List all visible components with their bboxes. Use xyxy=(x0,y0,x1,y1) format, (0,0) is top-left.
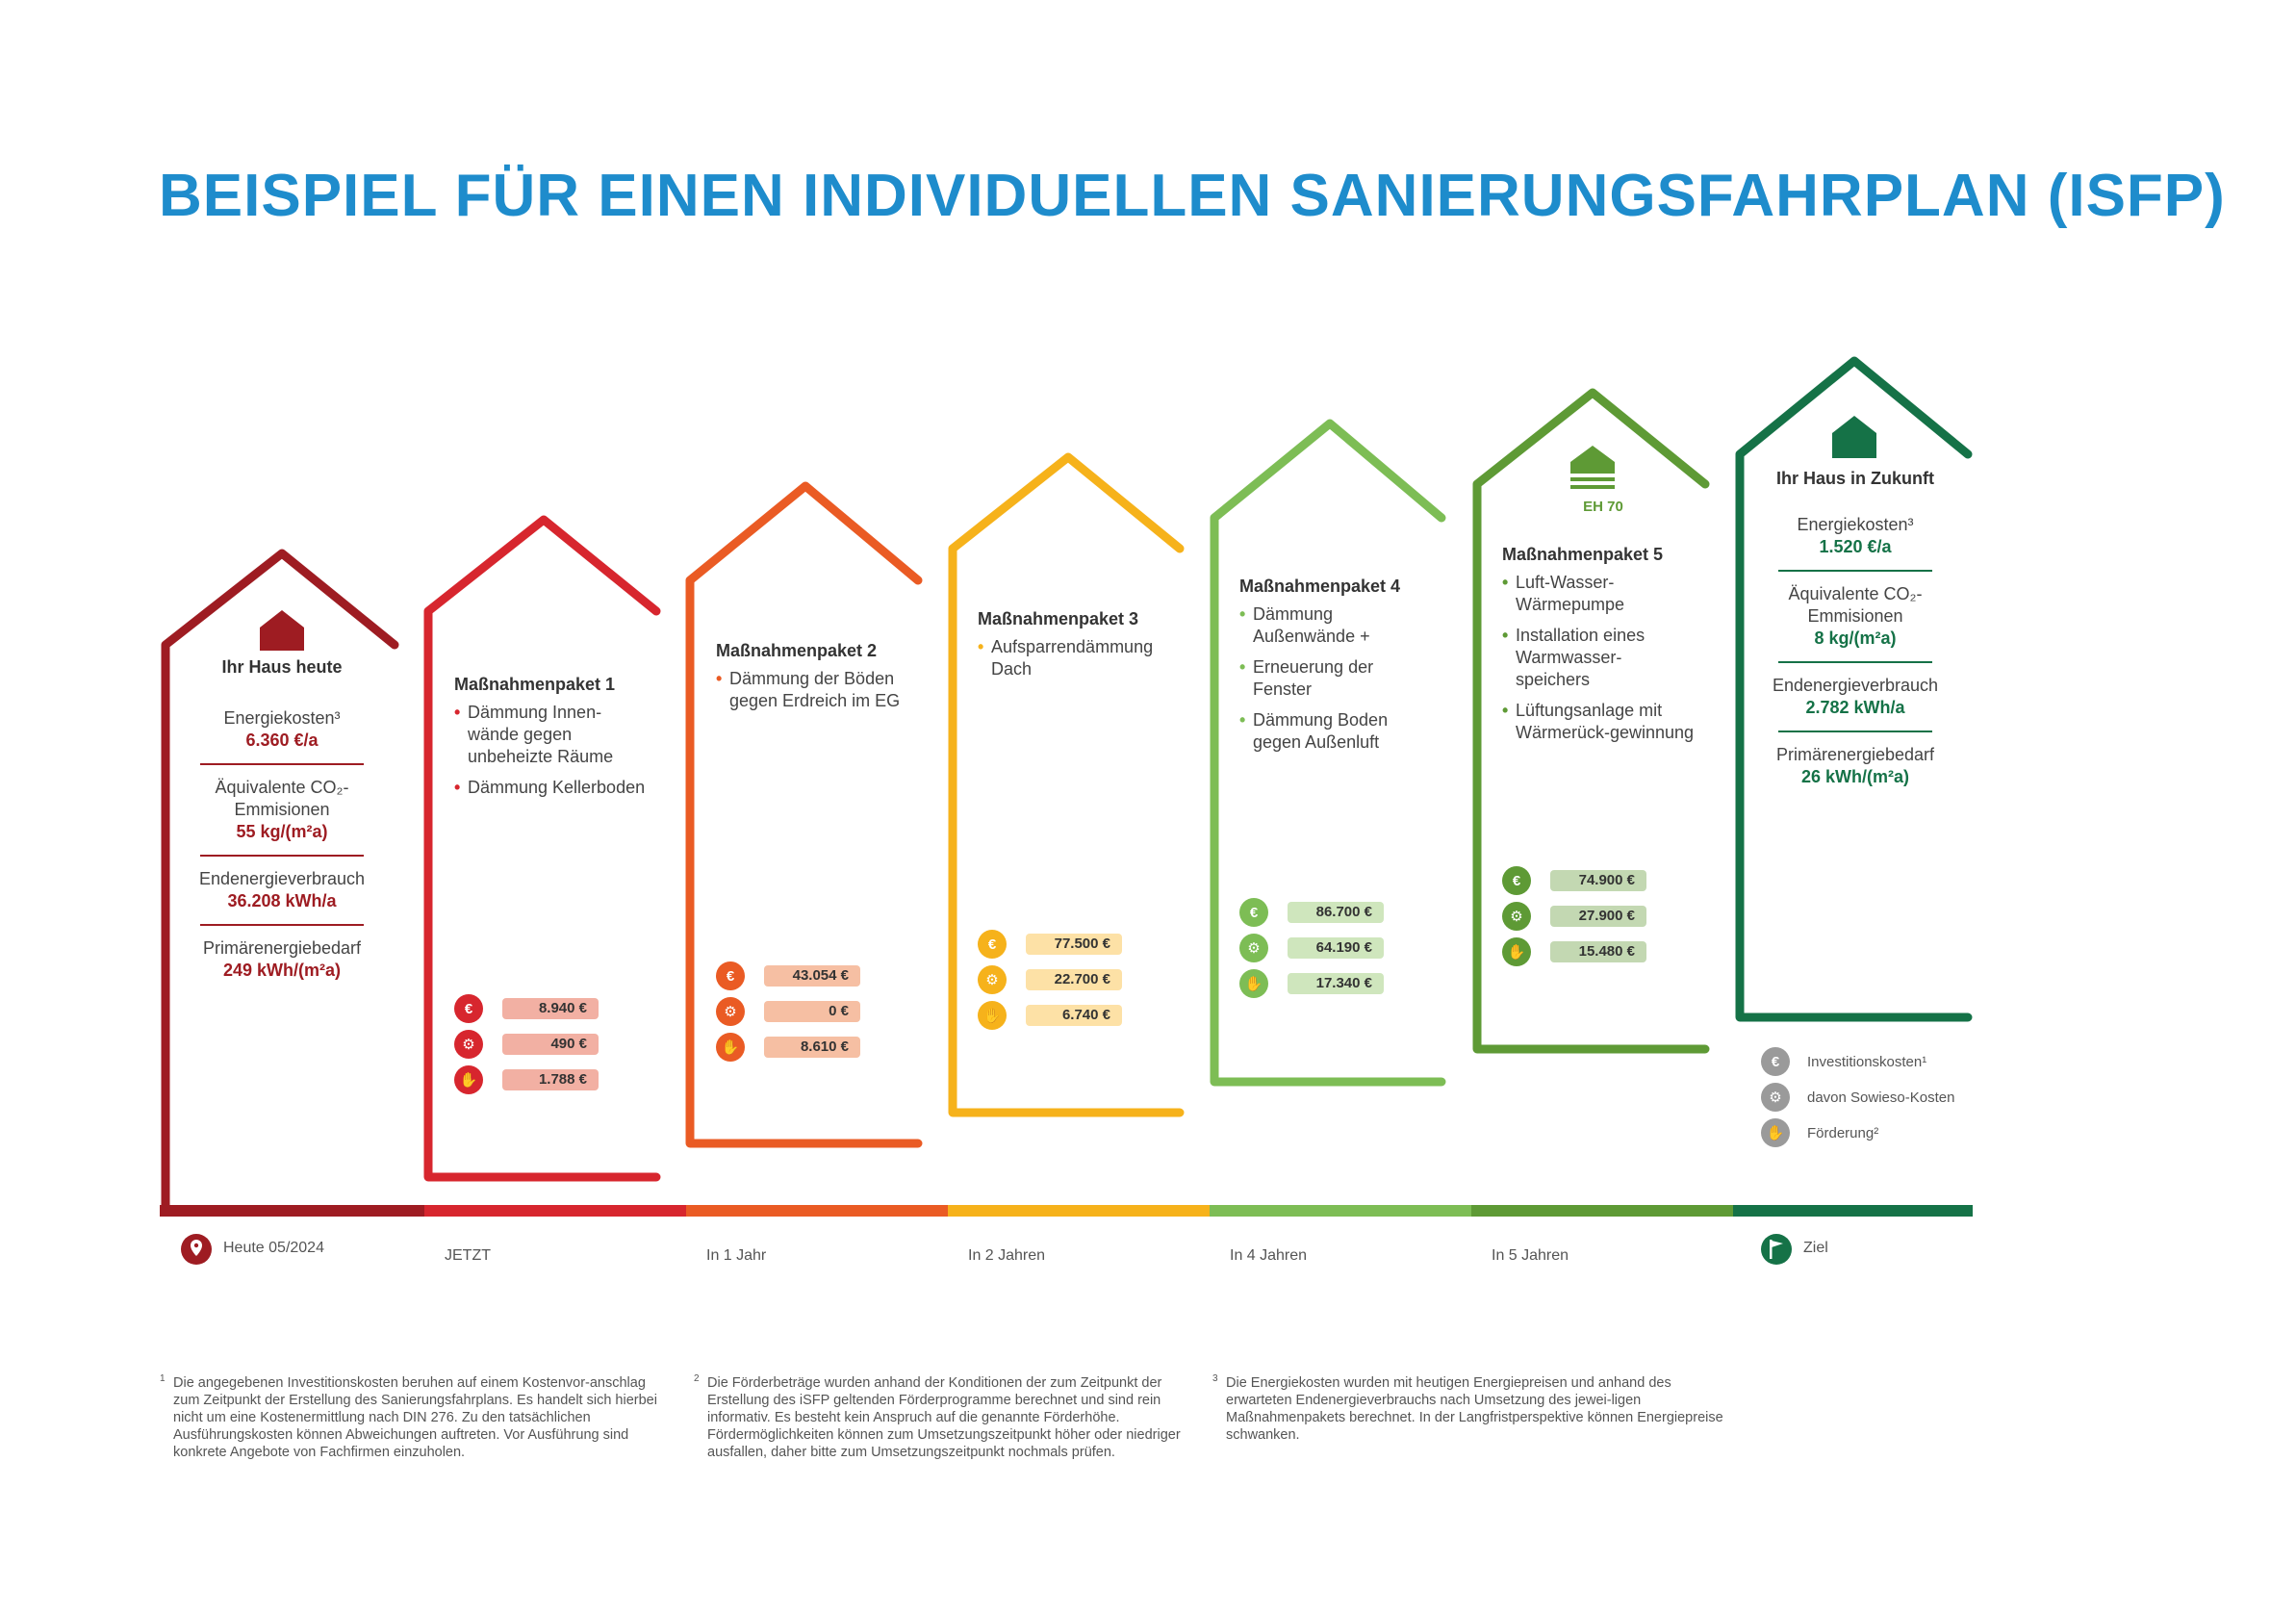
cost-row-funding xyxy=(454,1064,599,1095)
metric-label: Energiekosten³ xyxy=(223,708,341,728)
metric-value: 6.360 €/a xyxy=(245,731,319,750)
list-item: • Aufsparrendämmung Dach xyxy=(978,637,1154,679)
cost-value: 86.700 € xyxy=(1288,902,1384,923)
timeline-segment-1 xyxy=(424,1205,686,1217)
legend-label: davon Sowieso-Kosten xyxy=(1807,1089,1955,1106)
list-item: • Dämmung Kellerboden xyxy=(454,778,646,797)
metric-label: Äquivalente CO₂-Emmisionen xyxy=(1788,584,1923,626)
cost-value: 43.054 € xyxy=(764,965,860,987)
timeline-segment-future xyxy=(1733,1205,1973,1217)
investment-icon: € xyxy=(978,930,1007,959)
cost-value: 77.500 € xyxy=(1026,934,1122,955)
metric-label: Energiekosten³ xyxy=(1797,515,1914,534)
funding-icon: ✋ xyxy=(1502,937,1531,966)
sowieso-icon: ⚙ xyxy=(1239,934,1268,962)
package-1-panel xyxy=(454,674,647,808)
house-today-icon xyxy=(260,610,304,651)
package-heading: Maßnahmenpaket 4 xyxy=(1239,577,1401,596)
cost-row-sowieso xyxy=(1502,901,1646,932)
footnote-2 xyxy=(694,1373,1208,1461)
cost-row-investment xyxy=(1239,897,1384,928)
house-future-icon xyxy=(1832,416,1876,458)
location-pin-icon xyxy=(181,1234,212,1265)
package-heading: Maßnahmenpaket 5 xyxy=(1502,545,1664,564)
timeline-label-2-years: In 2 Jahren xyxy=(968,1247,1046,1264)
funding-icon: ✋ xyxy=(1761,1118,1790,1147)
cost-value: 1.788 € xyxy=(502,1069,599,1090)
metric-value: 8 kg/(m²a) xyxy=(1814,628,1897,648)
footnote-number: 1 xyxy=(160,1373,166,1384)
funding-icon: ✋ xyxy=(716,1033,745,1062)
metric-label: Primärenergiebedarf xyxy=(202,938,362,958)
legend-investment xyxy=(1761,1047,1926,1076)
sowieso-icon: ⚙ xyxy=(1502,902,1531,931)
timeline-label-jetzt: JETZT xyxy=(445,1247,491,1264)
list-item: • Dämmung Innen-wände gegen unbeheizte Räume xyxy=(454,703,614,766)
list-item: • Dämmung der Böden gegen Erdreich im EG xyxy=(716,669,901,710)
package-2-panel xyxy=(716,640,913,721)
list-item: • Installation eines Warmwasser-speichers xyxy=(1502,626,1645,689)
list-item: • Luft-Wasser-Wärmepumpe xyxy=(1502,573,1625,614)
divider xyxy=(200,855,364,857)
sowieso-icon: ⚙ xyxy=(1761,1083,1790,1112)
cost-row-sowieso xyxy=(716,996,860,1027)
cost-value: 74.900 € xyxy=(1550,870,1646,891)
cost-value: 8.610 € xyxy=(764,1037,860,1058)
cost-value: 64.190 € xyxy=(1288,937,1384,959)
house-today-heading: Ihr Haus heute xyxy=(221,657,343,677)
cost-value: 0 € xyxy=(764,1001,860,1022)
investment-icon: € xyxy=(1239,898,1268,927)
house-eh70-icon xyxy=(1570,446,1615,489)
package-4-panel xyxy=(1239,576,1437,762)
metric-value: 36.208 kWh/a xyxy=(227,891,337,910)
list-item: • Dämmung Außenwände + xyxy=(1239,604,1370,646)
metric-value: 26 kWh/(m²a) xyxy=(1800,767,1910,786)
cost-row-investment xyxy=(1502,865,1646,896)
cost-row-funding xyxy=(1502,936,1646,967)
footnote-text: Die Förderbeträge wurden anhand der Konditionen der zum Zeitpunkt der Erstellung des iSFP geltenden Förderprogramme berechnet und sind rein informativ. Es besteht kein Anspruch auf die genannte Förderhöhe. Fördermöglichkeiten können zum Umsetzungszeitpunkt höher oder niedriger ausfallen, daher bitte zum Umsetzungszeitpunkt nochmals prüfen. xyxy=(707,1375,1181,1460)
metric-value: 249 kWh/(m²a) xyxy=(222,961,342,980)
flag-icon xyxy=(1761,1234,1792,1265)
house-today-panel xyxy=(171,656,393,982)
timeline-label-5-years: In 5 Jahren xyxy=(1492,1247,1569,1264)
cost-value: 8.940 € xyxy=(502,998,599,1019)
metric-value: 55 kg/(m²a) xyxy=(236,822,328,841)
list-item: • Dämmung Boden gegen Außenluft xyxy=(1239,710,1389,752)
list-item: • Erneuerung der Fenster xyxy=(1239,657,1374,699)
package-3-panel xyxy=(978,608,1175,689)
legend-label: Investitionskosten¹ xyxy=(1807,1053,1927,1070)
footnote-text: Die angegebenen Investitionskosten beruhen auf einem Kostenvor-anschlag zum Zeitpunkt der Erstellung des Sanierungsfahrplans. Es handelt sich hierbei nicht um eine Kostenermittlung nach DIN 276. Zu den tatsächlichen Ausführungskosten können Abweichungen auftreten. Vor Ausführung sind konkrete Angebote von Fachfirmen einzuholen. xyxy=(173,1375,657,1460)
funding-icon: ✋ xyxy=(1239,969,1268,998)
package-heading: Maßnahmenpaket 2 xyxy=(716,641,878,660)
divider xyxy=(1778,731,1932,732)
package-5-panel xyxy=(1502,544,1695,753)
funding-icon: ✋ xyxy=(978,1001,1007,1030)
legend-label: Förderung² xyxy=(1807,1124,1879,1141)
cost-value: 490 € xyxy=(502,1034,599,1055)
cost-row-sowieso xyxy=(978,964,1122,995)
footnote-1 xyxy=(160,1373,674,1461)
package-heading: Maßnahmenpaket 1 xyxy=(454,675,616,694)
cost-value: 6.740 € xyxy=(1026,1005,1122,1026)
footnote-text: Die Energiekosten wurden mit heutigen Energiepreisen und anhand des erwarteten Endenergieverbrauchs nach Umsetzung des jewei-ligen Maßnahmenpakets berechnet. In der Langfristperspektive können Energiepreise schwanken. xyxy=(1226,1375,1723,1443)
metric-label: Endenergieverbrauch xyxy=(198,869,366,888)
legend-sowieso xyxy=(1761,1083,1954,1112)
page-title: BEISPIEL FÜR EINEN INDIVIDUELLEN SANIERUNGSFAHRPLAN (ISFP) xyxy=(159,163,2226,229)
cost-row-investment xyxy=(978,929,1122,960)
sowieso-icon: ⚙ xyxy=(716,997,745,1026)
sowieso-icon: ⚙ xyxy=(978,965,1007,994)
cost-row-sowieso xyxy=(1239,933,1384,963)
sowieso-icon: ⚙ xyxy=(454,1030,483,1059)
metric-value: 2.782 kWh/a xyxy=(1805,698,1905,717)
cost-value: 15.480 € xyxy=(1550,941,1646,962)
cost-value: 17.340 € xyxy=(1288,973,1384,994)
metric-value: 1.520 €/a xyxy=(1819,537,1892,556)
divider xyxy=(200,763,364,765)
divider xyxy=(1778,661,1932,663)
eh70-badge: EH 70 xyxy=(1583,499,1623,515)
divider xyxy=(200,924,364,926)
timeline-label-today: Heute 05/2024 xyxy=(223,1240,324,1256)
timeline-label-4-years: In 4 Jahren xyxy=(1230,1247,1308,1264)
timeline-segment-3 xyxy=(948,1205,1210,1217)
investment-icon: € xyxy=(1761,1047,1790,1076)
cost-row-funding xyxy=(716,1032,860,1063)
footnote-number: 3 xyxy=(1212,1373,1218,1384)
funding-icon: ✋ xyxy=(454,1065,483,1094)
metric-label: Äquivalente CO₂-Emmisionen xyxy=(215,778,349,819)
house-future-panel xyxy=(1749,468,1961,788)
list-item: • Lüftungsanlage mit Wärmerück-gewinnung xyxy=(1502,701,1695,742)
footnote-number: 2 xyxy=(694,1373,700,1384)
package-heading: Maßnahmenpaket 3 xyxy=(978,609,1139,628)
metric-label: Endenergieverbrauch xyxy=(1772,676,1939,695)
timeline-segment-2 xyxy=(686,1205,948,1217)
investment-icon: € xyxy=(454,994,483,1023)
cost-row-sowieso xyxy=(454,1029,599,1060)
timeline-segment-5 xyxy=(1471,1205,1733,1217)
divider xyxy=(1778,570,1932,572)
cost-row-funding xyxy=(978,1000,1122,1031)
timeline-label-1-year: In 1 Jahr xyxy=(706,1247,767,1264)
cost-row-investment xyxy=(716,961,860,991)
timeline-segment-today xyxy=(160,1205,424,1217)
metric-label: Primärenergiebedarf xyxy=(1775,745,1935,764)
legend-funding xyxy=(1761,1118,1878,1147)
cost-row-investment xyxy=(454,993,599,1024)
timeline-label-goal: Ziel xyxy=(1803,1240,1828,1256)
cost-row-funding xyxy=(1239,968,1384,999)
cost-value: 27.900 € xyxy=(1550,906,1646,927)
timeline-segment-4 xyxy=(1210,1205,1471,1217)
investment-icon: € xyxy=(1502,866,1531,895)
investment-icon: € xyxy=(716,961,745,990)
cost-value: 22.700 € xyxy=(1026,969,1122,990)
house-future-heading: Ihr Haus in Zukunft xyxy=(1776,469,1934,488)
footnote-3 xyxy=(1212,1373,1726,1444)
